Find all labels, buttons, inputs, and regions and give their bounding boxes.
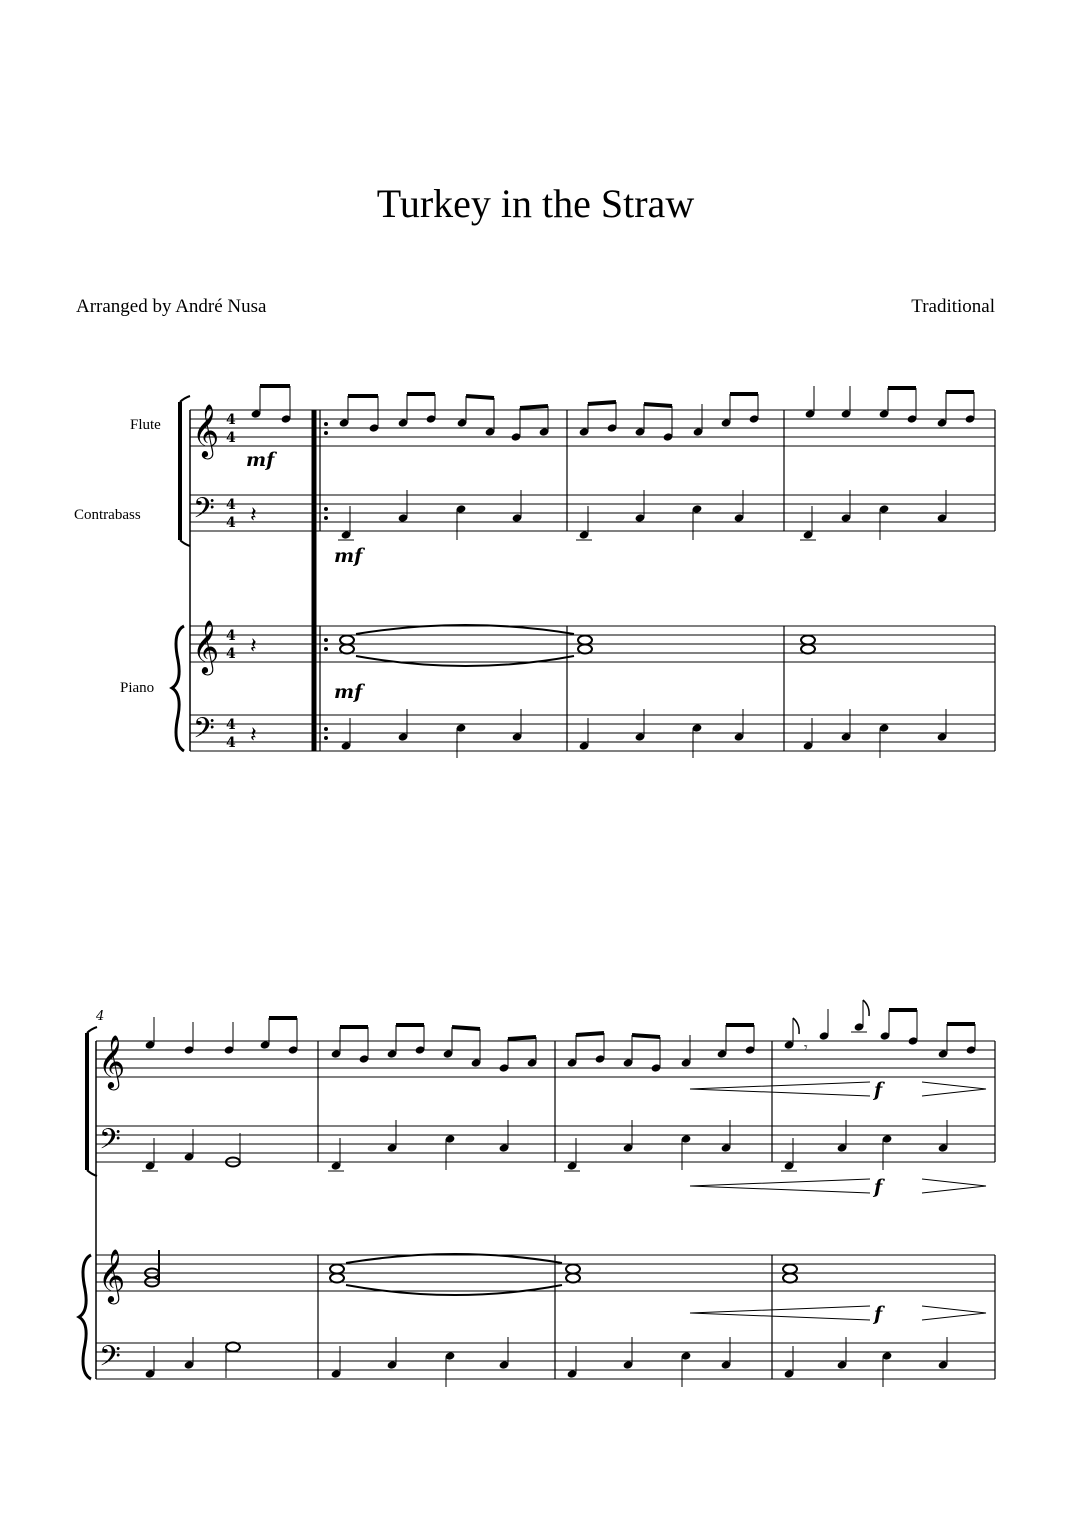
flute-measure-5 — [331, 1025, 538, 1073]
contrabass-notes-1 — [338, 490, 947, 540]
piano-bass-staff-2 — [96, 1343, 995, 1379]
decrescendo-hairpin — [922, 1306, 986, 1320]
crescendo-hairpin — [690, 1306, 870, 1320]
quarter-rest-icon: 𝄽 — [250, 503, 257, 528]
flute-staff-1 — [190, 410, 995, 446]
bass-clef-icon: 𝄢 — [193, 712, 215, 752]
dynamic-mf: mf — [334, 545, 363, 567]
decrescendo-hairpin — [922, 1179, 986, 1193]
svg-text:4: 4 — [226, 515, 236, 531]
flute-label: Flute — [130, 417, 161, 433]
tie — [346, 1285, 562, 1295]
contrabass-label: Contrabass — [74, 507, 141, 523]
contrabass-notes-2 — [142, 1120, 948, 1171]
flute-measure-6 — [567, 1025, 756, 1073]
barlines — [318, 1041, 995, 1379]
decrescendo-hairpin — [922, 1082, 986, 1096]
svg-text:4: 4 — [226, 717, 236, 733]
flute-measure-2 — [579, 394, 760, 442]
svg-text:4: 4 — [226, 646, 236, 662]
dynamic-f: f — [874, 1176, 883, 1198]
contrabass-staff-1 — [190, 495, 995, 531]
measure-number: 4 — [96, 1009, 105, 1024]
piano-treble-staff-1 — [190, 626, 995, 662]
dynamic-mf: mf — [334, 681, 363, 703]
piano-brace — [172, 626, 184, 751]
crescendo-hairpin — [690, 1082, 870, 1096]
treble-clef-icon: 𝄞 — [192, 403, 220, 457]
quarter-rest-icon: 𝄽 — [250, 723, 257, 748]
arranger-credit: Arranged by André Nusa — [76, 296, 267, 317]
svg-text:4: 4 — [226, 628, 236, 644]
piano-bass-staff-1 — [190, 715, 995, 751]
contrabass-staff-2 — [96, 1126, 995, 1162]
flute-measure-4 — [145, 1017, 299, 1055]
svg-text:4: 4 — [226, 497, 236, 513]
bass-clef-icon: 𝄢 — [99, 1123, 121, 1163]
svg-text:4: 4 — [226, 430, 236, 446]
flute-staff-2 — [96, 1041, 995, 1077]
barlines — [567, 410, 995, 751]
treble-clef-icon: 𝄞 — [98, 1248, 126, 1302]
piano-label: Piano — [120, 680, 155, 696]
dynamic-f: f — [874, 1079, 883, 1101]
score-title: Turkey in the Straw — [376, 181, 695, 226]
bass-clef-icon: 𝄢 — [99, 1340, 121, 1380]
tie — [356, 656, 574, 666]
dynamic-f: f — [874, 1303, 883, 1325]
svg-text:4: 4 — [226, 735, 236, 751]
composer-credit: Traditional — [911, 296, 995, 317]
crescendo-hairpin — [690, 1179, 870, 1193]
treble-clef-icon: 𝄞 — [192, 619, 220, 673]
flute-pickup — [251, 386, 292, 424]
flute-measure-1 — [339, 394, 550, 442]
flute-measure-3 — [805, 386, 976, 428]
time-signature — [226, 412, 236, 751]
svg-text:4: 4 — [226, 412, 236, 428]
repeat-start-barline — [314, 410, 328, 751]
quarter-rest-icon: 𝄽 — [250, 634, 257, 659]
piano-brace — [79, 1255, 91, 1379]
bass-clef-icon: 𝄢 — [193, 492, 215, 532]
svg-text:𝄾: 𝄾 — [804, 1040, 808, 1056]
treble-clef-icon: 𝄞 — [98, 1034, 126, 1088]
dynamic-mf: mf — [246, 449, 275, 471]
